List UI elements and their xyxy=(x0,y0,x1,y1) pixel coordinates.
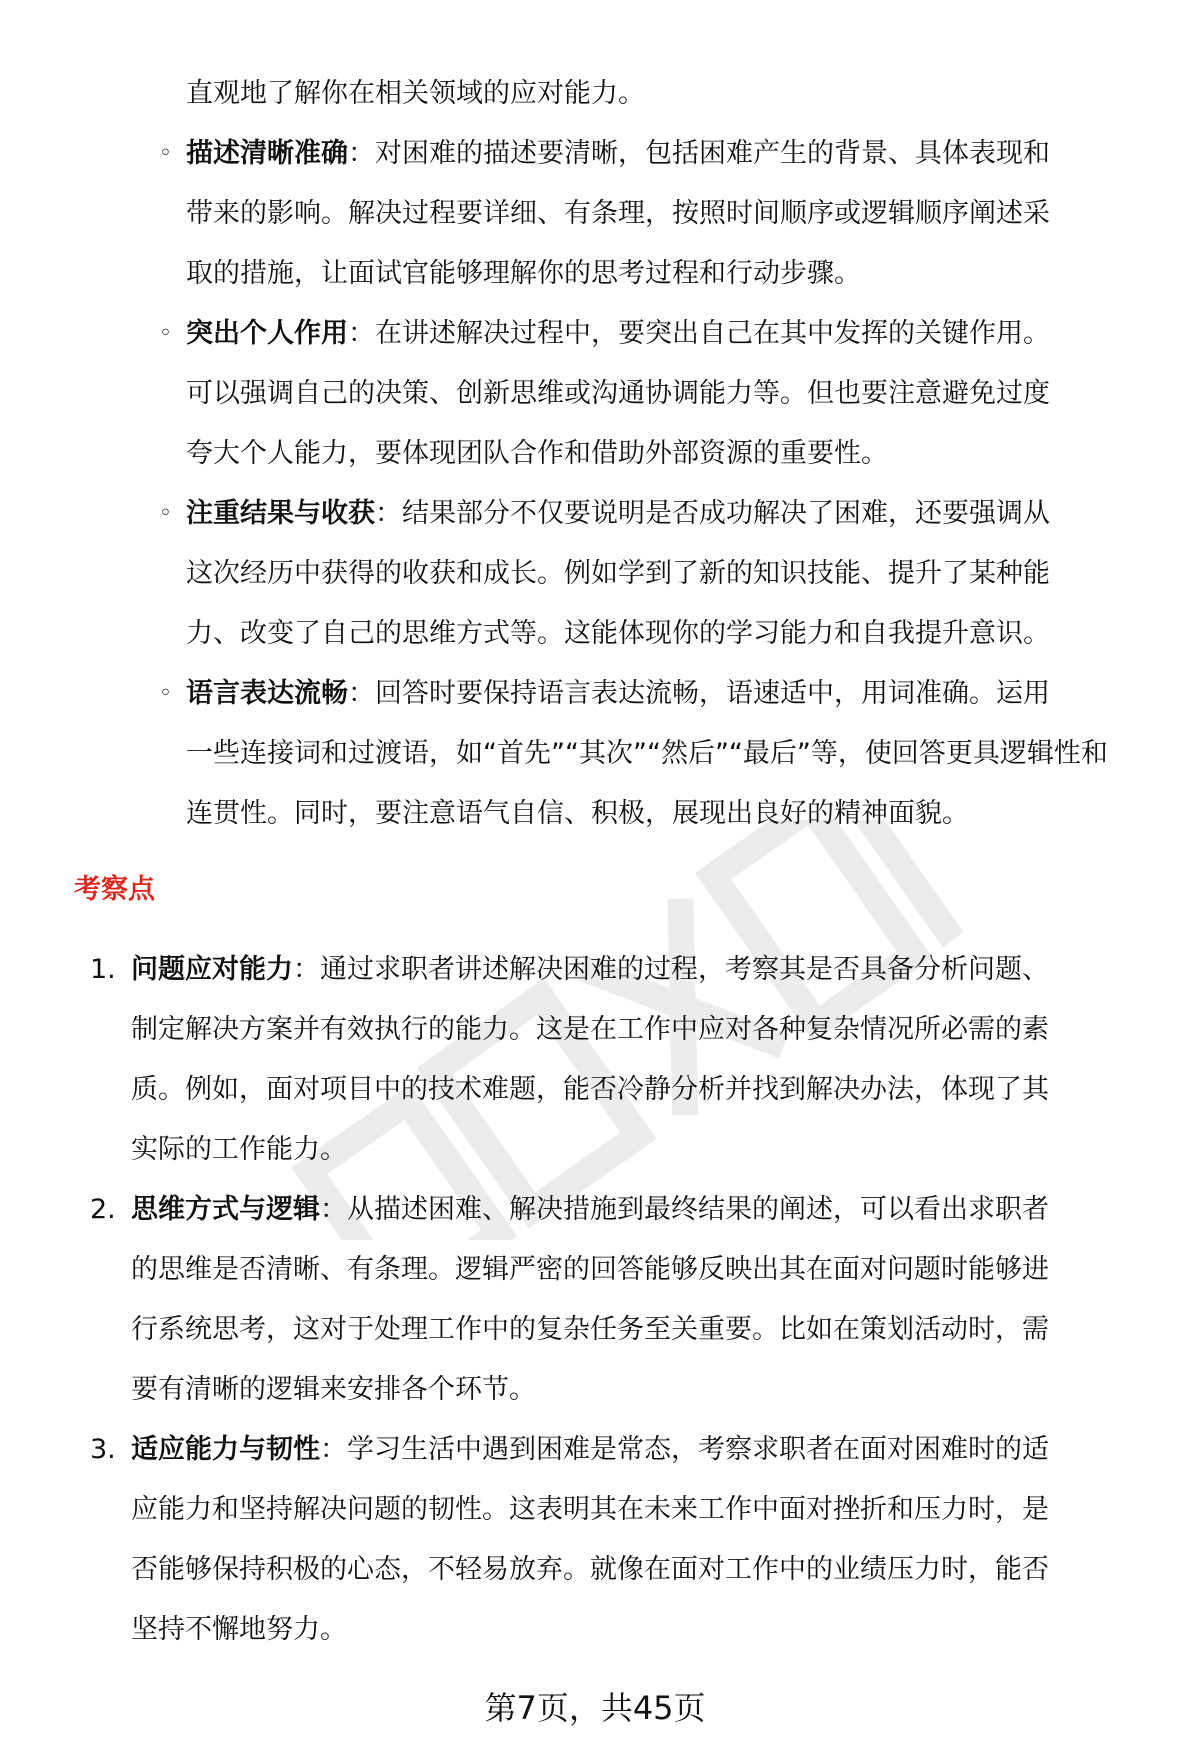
answer-tips-section xyxy=(0,64,1190,844)
point-text: 否能够保持积极的心态，不轻易放弃。就像在面对工作中的业绩压力时，能否 xyxy=(131,1554,1049,1585)
tip-text: ：在讲述解决过程中，要突出自己在其中发挥的关键作用。 xyxy=(348,318,1050,349)
assessment-points-list xyxy=(0,940,1190,1660)
point-text: 要有清晰的逻辑来安排各个环节。 xyxy=(131,1374,536,1405)
tip-text: 带来的影响。解决过程要详细、有条理，按照时间顺序或逻辑顺序阐述采 xyxy=(186,198,1050,229)
point-text: ：通过求职者讲述解决困难的过程，考察其是否具备分析问题、 xyxy=(293,954,1049,985)
tip-item xyxy=(159,484,1190,664)
tip-text: 力、改变了自己的思维方式等。这能体现你的学习能力和自我提升意识。 xyxy=(186,618,1050,649)
tip-item xyxy=(159,304,1190,484)
hollow-bullet-icon: ◦ xyxy=(159,681,172,706)
tip-title: 突出个人作用 xyxy=(186,318,348,349)
point-text: ：学习生活中遇到困难是常态，考察求职者在面对困难时的适 xyxy=(320,1434,1049,1465)
tip-text: ：结果部分不仅要说明是否成功解决了困难，还要强调从 xyxy=(375,498,1050,529)
tip-text: 一些连接词和过渡语，如“首先”“其次”“然后”“最后”等，使回答更具逻辑性和 xyxy=(186,738,1108,769)
tip-text: ：回答时要保持语言表达流畅，语速适中，用词准确。运用 xyxy=(348,678,1050,709)
tip-text: 连贯性。同时，要注意语气自信、积极，展现出良好的精神面貌。 xyxy=(186,798,969,829)
page-number-footer: 第7页，共45页 xyxy=(484,1689,706,1727)
tip-text: 夸大个人能力，要体现团队合作和借助外部资源的重要性。 xyxy=(186,438,888,469)
tip-item xyxy=(159,664,1190,844)
point-text: 的思维是否清晰、有条理。逻辑严密的回答能够反映出其在面对问题时能够进 xyxy=(131,1254,1049,1285)
point-text: 坚持不懈地努力。 xyxy=(131,1614,347,1645)
tip-title: 语言表达流畅 xyxy=(186,678,348,709)
tip-text: 这次经历中获得的收获和成长。例如学到了新的知识技能、提升了某种能 xyxy=(186,558,1050,589)
assessment-point xyxy=(90,1180,1190,1420)
hollow-bullet-icon: ◦ xyxy=(159,141,172,166)
point-text: 行系统思考，这对于处理工作中的复杂任务至关重要。比如在策划活动时，需 xyxy=(131,1314,1049,1345)
tip-text: 可以强调自己的决策、创新思维或沟通协调能力等。但也要注意避免过度 xyxy=(186,378,1050,409)
point-title: 适应能力与韧性 xyxy=(131,1434,320,1465)
point-text: 质。例如，面对项目中的技术难题，能否冷静分析并找到解决办法，体现了其 xyxy=(131,1074,1049,1105)
hollow-bullet-icon: ◦ xyxy=(159,321,172,346)
point-text: 制定解决方案并有效执行的能力。这是在工作中应对各种复杂情况所必需的素 xyxy=(131,1014,1049,1045)
point-number: 3. xyxy=(90,1434,116,1465)
tip-item xyxy=(159,124,1190,304)
section-heading: 考察点 xyxy=(74,874,155,905)
tip-text: ：对困难的描述要清晰，包括困难产生的背景、具体表现和 xyxy=(348,138,1050,169)
point-number: 2. xyxy=(90,1194,116,1225)
assessment-point xyxy=(90,940,1190,1180)
hollow-bullet-icon: ◦ xyxy=(159,501,172,526)
point-text: 实际的工作能力。 xyxy=(131,1134,347,1165)
tip-title: 描述清晰准确 xyxy=(186,138,348,169)
point-text: 应能力和坚持解决问题的韧性。这表明其在未来工作中面对挫折和压力时，是 xyxy=(131,1494,1049,1525)
tip-title: 注重结果与收获 xyxy=(186,498,375,529)
point-title: 问题应对能力 xyxy=(131,954,293,985)
point-title: 思维方式与逻辑 xyxy=(131,1194,320,1225)
intro-line: 直观地了解你在相关领域的应对能力。 xyxy=(186,78,645,109)
point-text: ：从描述困难、解决措施到最终结果的阐述，可以看出求职者 xyxy=(320,1194,1049,1225)
tip-text: 取的措施，让面试官能够理解你的思考过程和行动步骤。 xyxy=(186,258,861,289)
assessment-point xyxy=(90,1420,1190,1660)
point-number: 1. xyxy=(90,954,116,985)
